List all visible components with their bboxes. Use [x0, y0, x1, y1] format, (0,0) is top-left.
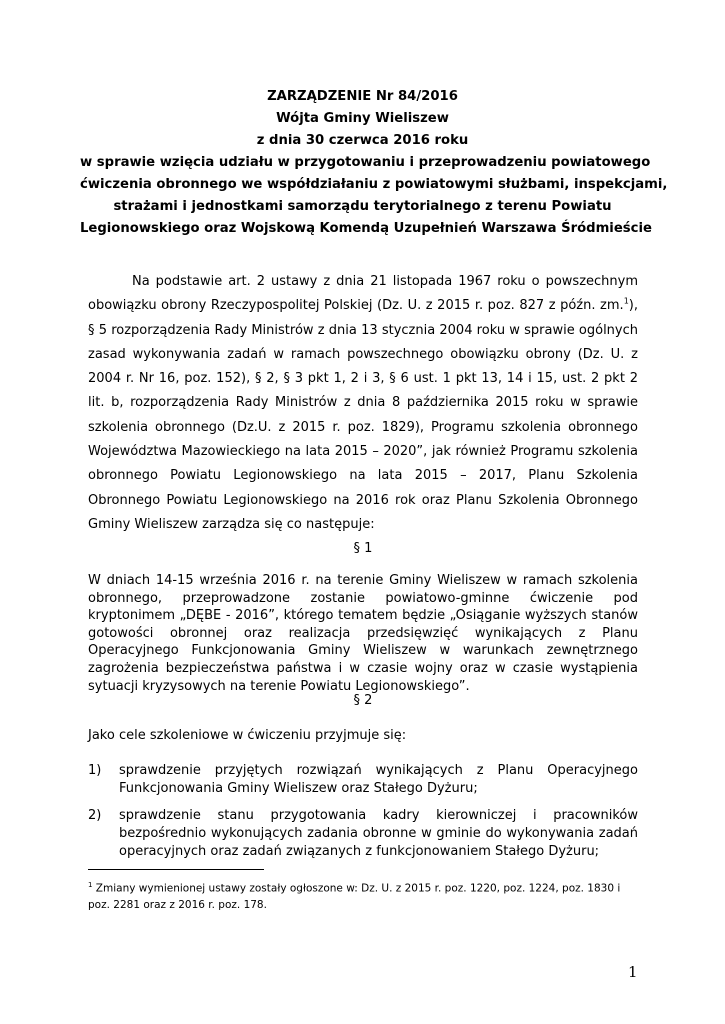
footnote	[88, 877, 638, 913]
footnote-separator	[88, 869, 264, 870]
legal-basis-text-part2: ), § 5 rozporządzenia Rady Ministrów z dnia 13 stycznia 2004 roku w sprawie ogólnych zasad wykonywania zadań w ramach powszechnego obowiązku obrony (Dz. U. z 2004 r. Nr 16, poz. 152), § 2, § 3 pkt 1, 2 i 3, § 6 ust. 1 pkt 13, 14 i 15, ust. 2 pkt 2 lit. b, rozporządzenia Rady Ministrów z dnia 8 października 2015 roku w sprawie szkolenia obronnego (Dz.U. z 2015 r. poz. 1829), Programu szkolenia obronnego Województwa Mazowieckiego na lata 2015 – 2020”, jak również Programu szkolenia obronnego Powiatu Legionowskiego na lata 2015 – 2017, Planu Szkolenia Obronnego Powiatu Legionowskiego na 2016 rok oraz Planu Szkolenia Obronnego Gminy Wieliszew zarządza się co następuje:	[88, 298, 638, 532]
legal-basis-paragraph	[88, 270, 638, 537]
document-header	[80, 86, 668, 240]
list-item-number: 1)	[88, 763, 102, 778]
subject-line-4: Legionowskiego oraz Wojskową Komendą Uzupełnień Warszawa Śródmieście	[80, 221, 652, 236]
section-1-text: W dniach 14-15 września 2016 r. na terenie Gminy Wieliszew w ramach szkolenia obronnego, przeprowadzone zostanie powiatowo-gminne ćwiczenie pod kryptonimem „DĘBE - 2016”, którego tematem będzie „Osiąganie wyższych stanów gotowości obronnej oraz realizacja przedsięwzięć wynikających z Planu Operacyjnego Funkcjonowania Gminy Wieliszew w warunkach zewnętrznego zagrożenia bezpieczeństwa państwa i w czasie wojny oraz w czasie wystąpienia sytuacji kryzysowych na terenie Powiatu Legionowskiego”.	[88, 573, 638, 694]
section-2-lead: Jako cele szkoleniowe w ćwiczeniu przyjmuje się:	[88, 728, 407, 743]
subject-line-2: ćwiczenia obronnego we współdziałaniu z powiatowymi służbami, inspekcjami,	[80, 177, 668, 192]
subject-line-1: w sprawie wzięcia udziału w przygotowaniu i przeprowadzeniu powiatowego	[80, 155, 651, 170]
legal-basis-text-part1: Na podstawie art. 2 ustawy z dnia 21 listopada 1967 roku o powszechnym obowiązku obrony Rzeczypospolitej Polskiej (Dz. U. z 2015 r. poz. 827 z późn. zm.	[88, 274, 638, 314]
section-2-title: § 2	[353, 693, 373, 708]
footnote-mark: 1	[88, 881, 93, 889]
subject-line-3: strażami i jednostkami samorządu terytorialnego z terenu Powiatu	[113, 199, 612, 214]
issue-date: z dnia 30 czerwca 2016 roku	[256, 133, 469, 148]
list-item-text: sprawdzenie stanu przygotowania kadry kierowniczej i pracowników bezpośrednio wykonujących zadania obronne w gminie do wykonywania zadań operacyjnych oraz zadań związanych z funkcjonowaniem Stałego Dyżuru;	[119, 808, 638, 859]
list-item-text: sprawdzenie przyjętych rozwiązań wynikających z Planu Operacyjnego Funkcjonowania Gminy Wieliszew oraz Stałego Dyżuru;	[119, 763, 638, 796]
ordinance-number: ZARZĄDZENIE Nr 84/2016	[267, 89, 458, 104]
issuer: Wójta Gminy Wieliszew	[276, 111, 449, 126]
footnote-text: Zmiany wymienionej ustawy zostały ogłoszone w: Dz. U. z 2015 r. poz. 1220, poz. 1224, poz. 1830 i poz. 2281 oraz z 2016 r. poz. 178.	[88, 882, 621, 911]
section-1-title: § 1	[353, 541, 373, 556]
footnote-reference[interactable]: 1	[623, 296, 629, 306]
list-item	[88, 762, 638, 798]
list-item-number: 2)	[88, 808, 102, 823]
list-item	[88, 807, 638, 861]
page-number: 1	[628, 963, 638, 981]
